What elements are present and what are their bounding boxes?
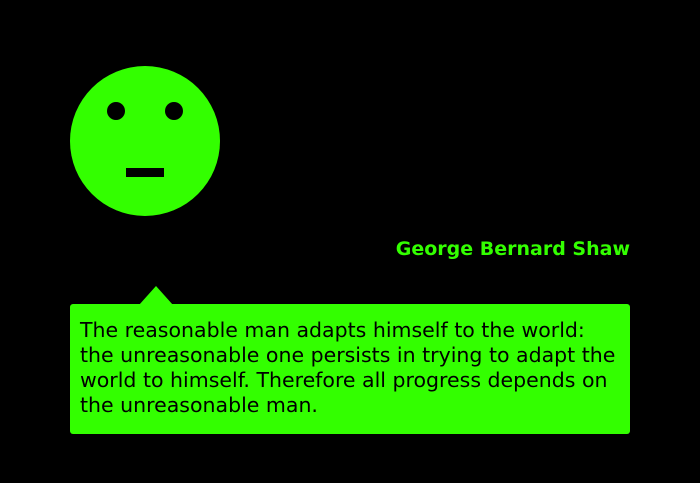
mouth — [126, 168, 164, 177]
quote-author: George Bernard Shaw — [395, 238, 630, 260]
left-eye — [107, 102, 125, 120]
right-eye — [165, 102, 183, 120]
speech-bubble — [70, 304, 630, 434]
quote-text: The reasonable man adapts himself to the world: the unreasonable one persists in trying to adapt the world to himself. Therefore all progress depends on the unreasonable man. — [80, 318, 616, 417]
neutral-face-icon — [70, 66, 220, 216]
speech-bubble-tail — [139, 286, 173, 305]
